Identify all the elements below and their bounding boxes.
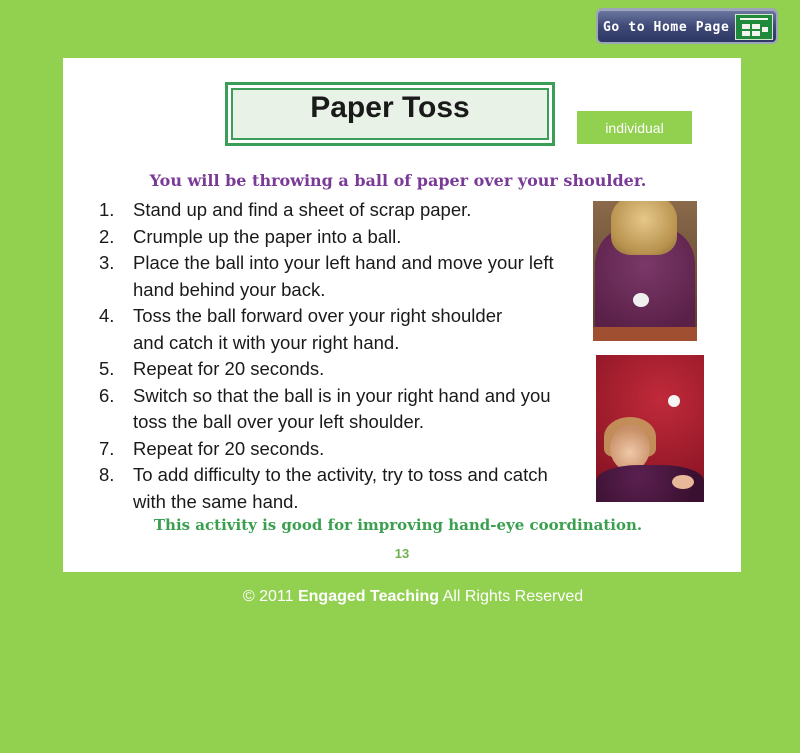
step-number: 7. [99, 437, 115, 459]
step-text: Repeat for 20 seconds. [133, 437, 325, 459]
photo-floor [593, 327, 697, 341]
slide-thumbnail-icon [735, 14, 773, 40]
step-item [99, 356, 554, 383]
step-text: Repeat for 20 seconds. [133, 358, 325, 379]
step-number: 6. [99, 384, 115, 406]
steps-list [99, 197, 554, 515]
step-text: toss the ball over your left shoulder. [133, 411, 425, 432]
step-text: Switch so that the ball is in your right hand and you [133, 384, 551, 406]
step-number: 3. [99, 252, 115, 273]
photo-hand [672, 475, 694, 489]
copyright-suffix: All Rights Reserved [439, 588, 584, 605]
step-text: Stand up and find a sheet of scrap paper. [133, 199, 472, 220]
copyright-brand: Engaged Teaching [297, 588, 440, 605]
step-item [99, 250, 554, 303]
step-number: 8. [99, 464, 115, 485]
home-button-label: Go to Home Page [603, 20, 730, 35]
copyright-notice [0, 588, 800, 606]
step-item [99, 224, 554, 251]
step-item [99, 303, 554, 356]
title-box-inner [231, 88, 549, 140]
step-number: 4. [99, 305, 115, 326]
step-item [99, 197, 554, 224]
step-item [99, 462, 554, 515]
step-item [99, 436, 554, 463]
copyright-prefix: © 2011 [242, 588, 298, 605]
paper-ball [633, 293, 649, 307]
girl-holding-ball-behind-back-photo [593, 201, 697, 341]
step-text: hand behind your back. [133, 278, 326, 300]
step-text: To add difficulty to the activity, try to toss and catch [133, 464, 548, 485]
slide-title: Paper Toss [310, 91, 470, 124]
activity-type-badge: individual [577, 111, 692, 144]
step-item [99, 383, 554, 436]
intro-text: You will be throwing a ball of paper over your shoulder. [149, 171, 647, 190]
activity-benefit-note: This activity is good for improving hand-eye coordination. [153, 516, 643, 534]
slide [63, 58, 741, 572]
step-number: 5. [99, 358, 115, 379]
step-text: and catch it with your right hand. [133, 331, 400, 353]
page-number: 13 [394, 546, 410, 561]
step-text: Crumple up the paper into a ball. [133, 225, 402, 247]
go-to-home-page-button[interactable] [596, 8, 778, 44]
step-number: 1. [99, 199, 115, 220]
step-text: Place the ball into your left hand and move your left [133, 252, 554, 273]
step-number: 2. [99, 225, 115, 247]
paper-ball-in-air [668, 395, 680, 407]
step-text: Toss the ball forward over your right shoulder [133, 305, 503, 326]
title-box [225, 82, 555, 146]
step-text: with the same hand. [133, 490, 299, 512]
girl-tossing-ball-photo [596, 355, 704, 502]
photo-hair [611, 201, 677, 255]
